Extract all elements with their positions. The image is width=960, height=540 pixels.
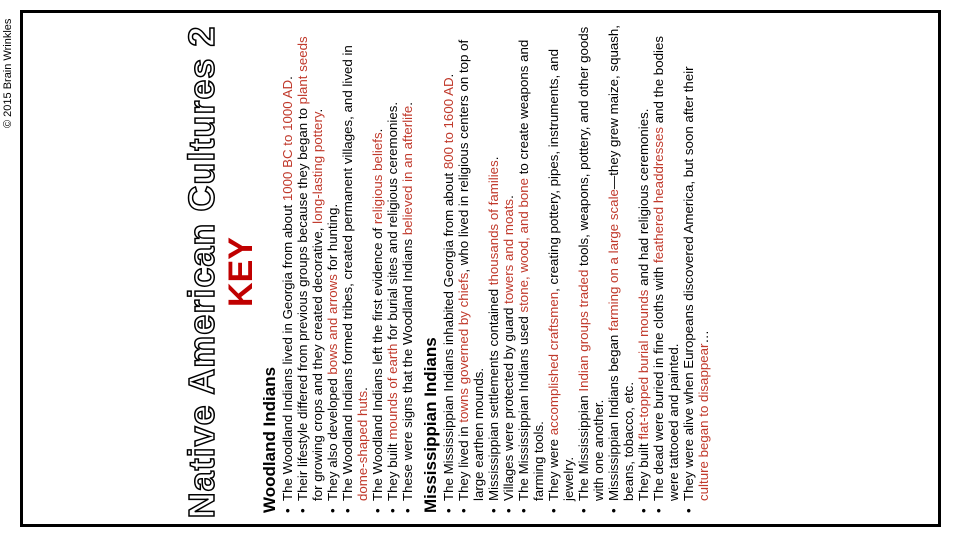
highlighted-answer: Indian groups traded xyxy=(576,269,591,392)
bullet-item xyxy=(651,23,681,513)
bullet-text: . xyxy=(486,156,501,161)
highlighted-answer: 800 to 1600 AD xyxy=(441,77,456,170)
copyright-text: © 2015 Brain Wrinkles xyxy=(2,18,14,128)
highlighted-answer: religious beliefs xyxy=(370,132,385,225)
bullet-text: … xyxy=(696,330,711,344)
bullet-item xyxy=(325,23,340,513)
highlighted-answer: accomplished craftsmen xyxy=(546,291,561,436)
bullet-text: Villages were protected by guard xyxy=(501,303,516,501)
bullet-text: and had religious ceremonies. xyxy=(636,108,651,290)
highlighted-answer: towns governed by chiefs xyxy=(456,272,471,423)
bullet-item xyxy=(576,23,606,513)
bullet-item xyxy=(295,23,325,513)
highlighted-answer: culture began to disappear xyxy=(696,343,711,501)
bullet-text: They built xyxy=(636,439,651,501)
bullet-text: . xyxy=(280,76,295,80)
highlighted-answer: feathered headdresses xyxy=(651,126,666,263)
slide-subtitle: KEY xyxy=(222,237,260,307)
bullet-text: for hunting. xyxy=(325,203,340,275)
slide-title: Native American Cultures 2 xyxy=(181,25,222,519)
bullet-text: and the bodies were tattooed and painted. xyxy=(651,36,681,501)
bullet-item xyxy=(400,23,415,513)
highlighted-answer: thousands of families xyxy=(486,160,501,286)
bullet-list xyxy=(441,23,711,513)
highlighted-answer: 1000 BC to 1000 AD xyxy=(280,79,295,202)
bullet-text: . xyxy=(441,73,456,78)
highlighted-answer: towers and moats xyxy=(501,198,516,304)
bullet-item xyxy=(681,23,711,513)
bullet-text: These were signs that the Woodland Indians xyxy=(400,235,415,501)
bullet-item xyxy=(340,23,370,513)
highlighted-answer: flat-topped burial mounds xyxy=(636,289,651,440)
highlighted-answer: plant seeds xyxy=(295,36,310,105)
bullet-item xyxy=(501,23,516,513)
bullet-text: , who lived in religious centers on top of large earthen mounds. xyxy=(456,39,486,501)
bullet-text: Their lifestyle differed from previous groups because they began to xyxy=(295,104,310,501)
bullet-text: They were xyxy=(546,435,561,501)
bullet-text: tools, weapons, pottery, and other goods with one another. xyxy=(576,26,606,501)
bullet-text: The Mississippian Indians inhabited Georgia from about xyxy=(441,169,456,501)
bullet-item xyxy=(636,23,651,513)
bullet-text: The Woodland Indians formed tribes, created permanent villages, and lived in xyxy=(340,45,355,501)
bullet-text: . xyxy=(501,195,516,199)
bullet-text: They built xyxy=(385,439,400,501)
section-heading: Mississippian Indians xyxy=(421,337,440,513)
bullet-item xyxy=(280,23,295,513)
highlighted-answer: believed in an afterlife xyxy=(400,105,415,236)
bullet-text: . xyxy=(400,102,415,106)
bullet-item xyxy=(441,23,456,513)
highlighted-answer: bows and arrows xyxy=(325,274,340,375)
bullet-text: The dead were buried in fine cloths with xyxy=(651,262,666,501)
bullet-text: They were alive when Europeans discovered America, but soon after their xyxy=(681,66,696,501)
bullet-text: The Mississippian xyxy=(576,391,591,501)
bullet-text: . xyxy=(310,108,325,113)
bullet-text: . xyxy=(355,387,370,391)
bullet-item xyxy=(456,23,486,513)
bullet-text: to create weapons and farming tools. xyxy=(516,39,546,501)
bullet-text: . xyxy=(370,128,385,133)
highlighted-answer: dome-shaped huts xyxy=(355,390,370,501)
section-heading: Woodland Indians xyxy=(260,366,279,513)
slide-body xyxy=(260,23,717,513)
bullet-text: They also developed xyxy=(325,374,340,501)
bullet-text: Mississippian settlements contained xyxy=(486,285,501,501)
bullet-item xyxy=(606,23,636,513)
bullet-text: for growing crops and they created decorative, xyxy=(310,223,325,501)
bullet-item xyxy=(516,23,546,513)
bullet-item xyxy=(486,23,501,513)
highlighted-answer: mounds of earth xyxy=(385,343,400,440)
bullet-item xyxy=(370,23,385,513)
highlighted-answer: long-lasting pottery xyxy=(310,112,325,224)
slide-content xyxy=(180,17,940,527)
bullet-item xyxy=(546,23,576,513)
bullet-text: for burial sites and religious ceremonies. xyxy=(385,101,400,344)
highlighted-answer: stone, wood, and bone xyxy=(516,177,531,313)
bullet-text: They lived in xyxy=(456,422,471,501)
bullet-text: The Woodland Indians lived in Georgia from about xyxy=(280,201,295,501)
bullet-text: The Woodland Indians left the first evidence of xyxy=(370,224,385,501)
bullet-text: —they grew maize, squash, beans, tobacco, etc. xyxy=(606,24,636,501)
bullet-text: Mississippian Indians began xyxy=(606,330,621,501)
bullet-text: , creating pottery, pipes, instruments, and jewelry. xyxy=(546,48,576,501)
bullet-item xyxy=(385,23,400,513)
highlighted-answer: farming on a large scale xyxy=(606,189,621,331)
bullet-list xyxy=(280,23,415,513)
bullet-text: The Mississippian Indians used xyxy=(516,312,531,501)
